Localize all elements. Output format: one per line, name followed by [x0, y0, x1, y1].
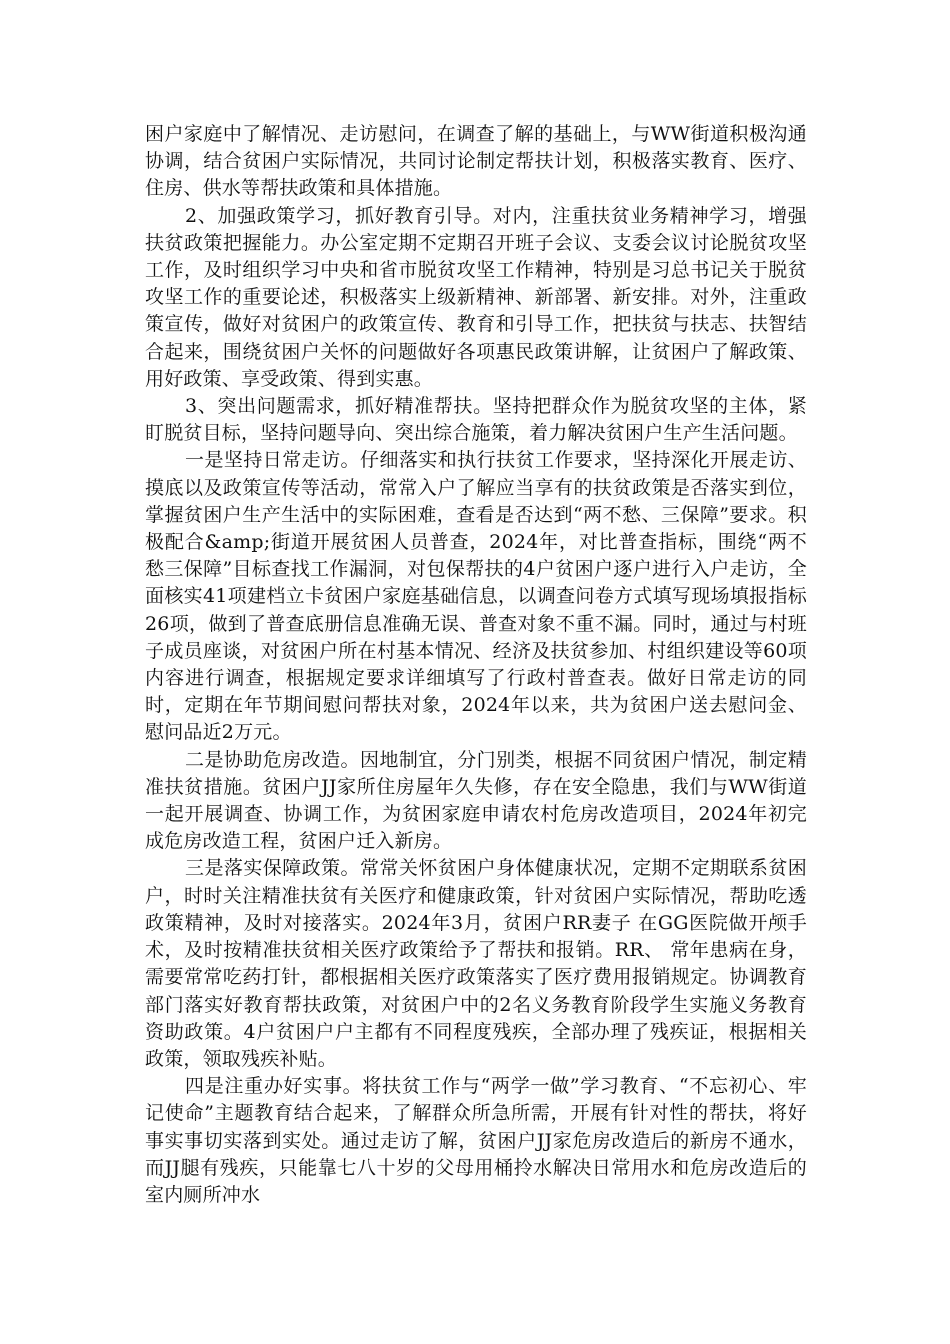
paragraph-housing-renovation: 二是协助危房改造。因地制宜，分门别类，根据不同贫困户情况，制定精准扶贫措施。贫困户JJ家所住房屋年久失修，存在安全隐患，我们与WW街道一起开展调查、协调工作，为贫困家庭申请农村危房改造项目，2024年初完成危房改造工程，贫困户迁入新房。 — [145, 748, 807, 853]
paragraph-practical-matters: 四是注重办好实事。将扶贫工作与“两学一做”学习教育、“不忘初心、牢记使命”主题教育结合起来，了解群众所急所需，开展有针对性的帮扶，将好事实事切实落到实处。通过走访了解，贫困户JJ家危房改造后的新房不通水，而JJ腿有残疾，只能靠七八十岁的父母用桶拎水解决日常用水和危房改造后的室内厕所冲水 — [145, 1075, 807, 1206]
paragraph-daily-visits: 一是坚持日常走访。仔细落实和执行扶贫工作要求，坚持深化开展走访、摸底以及政策宣传等活动，常常入户了解应当享有的扶贫政策是否落实到位，掌握贫困户生产生活中的实际困难，查看是否达到“两不愁、三保障”要求。积极配合&amp;街道开展贫困人员普查，2024年，对比普查指标，围绕“两不愁三保障”目标查找工作漏洞，对包保帮扶的4户贫困户逐户进行入户走访，全面核实41项建档立卡贫困户家庭基础信息，以调查问卷方式填写现场填报指标26项，做到了普查底册信息准确无误、普查对象不重不漏。同时，通过与村班子成员座谈，对贫困户所在村基本情况、经济及扶贫参加、村组织建设等60项内容进行调查，根据规定要求详细填写了行政村普查表。做好日常走访的同时，定期在年节期间慰问帮扶对象，2024年以来，共为贫困户送去慰问金、慰问品近2万元。 — [145, 449, 807, 744]
paragraph-continuation: 困户家庭中了解情况、走访慰问，在调查了解的基础上，与WW街道积极沟通协调，结合贫困户实际情况，共同讨论制定帮扶计划，积极落实教育、医疗、住房、供水等帮扶政策和具体措施。 — [145, 123, 807, 200]
paragraph-policy-study: 2、加强政策学习，抓好教育引导。对内，注重扶贫业务精神学习，增强扶贫政策把握能力。办公室定期不定期召开班子会议、支委会议讨论脱贫攻坚工作，及时组织学习中央和省市脱贫攻坚工作精神，特别是习总书记关于脱贫攻坚工作的重要论述，积极落实上级新精神、新部署、新安排。对外，注重政策宣传，做好对贫困户的政策宣传、教育和引导工作，把扶贫与扶志、扶智结合起来，围绕贫困户关怀的问题做好各项惠民政策讲解，让贫困户了解政策、用好政策、享受政策、得到实惠。 — [145, 204, 807, 390]
document-body — [145, 121, 807, 1209]
paragraph-security-policies: 三是落实保障政策。常常关怀贫困户身体健康状况，定期不定期联系贫困户，时时关注精准扶贫有关医疗和健康政策，针对贫困户实际情况，帮助吃透政策精神，及时对接落实。2024年3月，贫困户RR妻子 在GG医院做开颅手术，及时按精准扶贫相关医疗政策给予了帮扶和报销。RR、 常年患病在身，需要常常吃药打针，都根据相关医疗政策落实了医疗费用报销规定。协调教育部门落实好教育帮扶政策，对贫困户中的2名义务教育阶段学生实施义务教育资助政策。4户贫困户户主都有不同程度残疾，全部办理了残疾证，根据相关政策，领取残疾补贴。 — [145, 857, 807, 1070]
paragraph-precise-assistance: 3、突出问题需求，抓好精准帮扶。坚持把群众作为脱贫攻坚的主体，紧盯脱贫目标，坚持问题导向、突出综合施策，着力解决贫困户生产生活问题。 — [145, 395, 807, 445]
